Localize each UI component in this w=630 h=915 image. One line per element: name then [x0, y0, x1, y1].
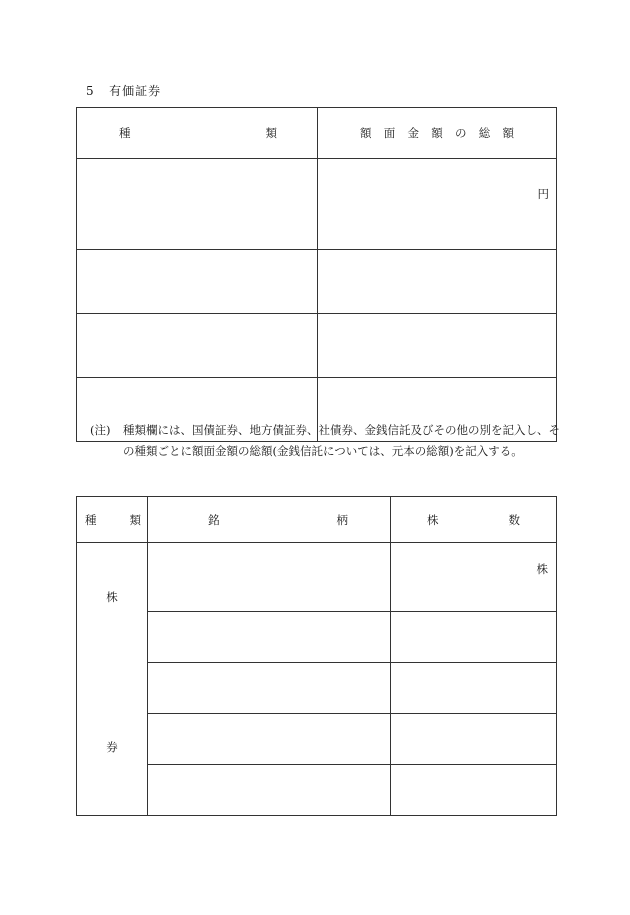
table-row [77, 765, 557, 816]
shares-input-cell[interactable] [391, 543, 557, 612]
header-char: 種 [119, 126, 131, 140]
header-char: の [455, 126, 467, 140]
header-char: 類 [265, 126, 277, 140]
table-header-row [77, 108, 557, 159]
kind-label-char: 株 [106, 590, 118, 604]
brand-input-cell[interactable] [148, 663, 391, 714]
stock-table [76, 496, 557, 816]
brand-input-cell[interactable] [148, 612, 391, 663]
amount-input-cell[interactable] [318, 250, 557, 314]
header-kind [77, 497, 148, 543]
header-kind [77, 108, 318, 159]
header-char: 銘 [208, 512, 220, 527]
table-row [77, 159, 557, 250]
amount-input-cell[interactable] [318, 314, 557, 378]
note [90, 420, 560, 462]
table-row [77, 612, 557, 663]
header-char: 種 [85, 512, 97, 527]
header-char: 柄 [336, 512, 348, 527]
shares-input-cell[interactable] [391, 663, 557, 714]
kind-label-char: 券 [106, 740, 118, 754]
header-char: 面 [383, 126, 396, 140]
section-number: 5 [86, 84, 95, 98]
header-char: 類 [129, 512, 141, 527]
brand-input-cell[interactable] [148, 765, 391, 816]
section-title-text: 有価証券 [109, 84, 162, 98]
amount-input-cell[interactable] [318, 159, 557, 250]
header-char: 金 [407, 126, 419, 140]
unit-shares: 株 [536, 562, 548, 576]
brand-input-cell[interactable] [148, 714, 391, 765]
table-row [77, 250, 557, 314]
header-amount [318, 108, 557, 159]
kind-input-cell[interactable] [77, 250, 318, 314]
header-char: 総 [478, 126, 491, 140]
table-row [77, 714, 557, 765]
note-label: (注) [90, 423, 111, 437]
table-row [77, 543, 557, 612]
table-row [77, 314, 557, 378]
header-char: 数 [508, 512, 520, 527]
unit-yen: 円 [537, 187, 549, 201]
header-brand [148, 497, 391, 543]
section-title [86, 82, 161, 99]
kind-cell-stock [77, 543, 148, 816]
header-char: 株 [427, 512, 439, 527]
header-shares [391, 497, 557, 543]
table-row [77, 663, 557, 714]
securities-amount-table [76, 107, 557, 442]
header-char: 額 [431, 126, 443, 140]
header-char: 額 [360, 126, 372, 140]
shares-input-cell[interactable] [391, 714, 557, 765]
brand-input-cell[interactable] [148, 543, 391, 612]
table-header-row [77, 497, 557, 543]
shares-input-cell[interactable] [391, 612, 557, 663]
kind-input-cell[interactable] [77, 159, 318, 250]
shares-input-cell[interactable] [391, 765, 557, 816]
header-char: 額 [502, 126, 514, 140]
kind-input-cell[interactable] [77, 314, 318, 378]
note-text: 種類欄には、国債証券、地方債証券、社債券、金銭信託及びその他の別を記入し、その種類ごとに額面金額の総額(金銭信託については、元本の総額)を記入する。 [123, 423, 560, 458]
